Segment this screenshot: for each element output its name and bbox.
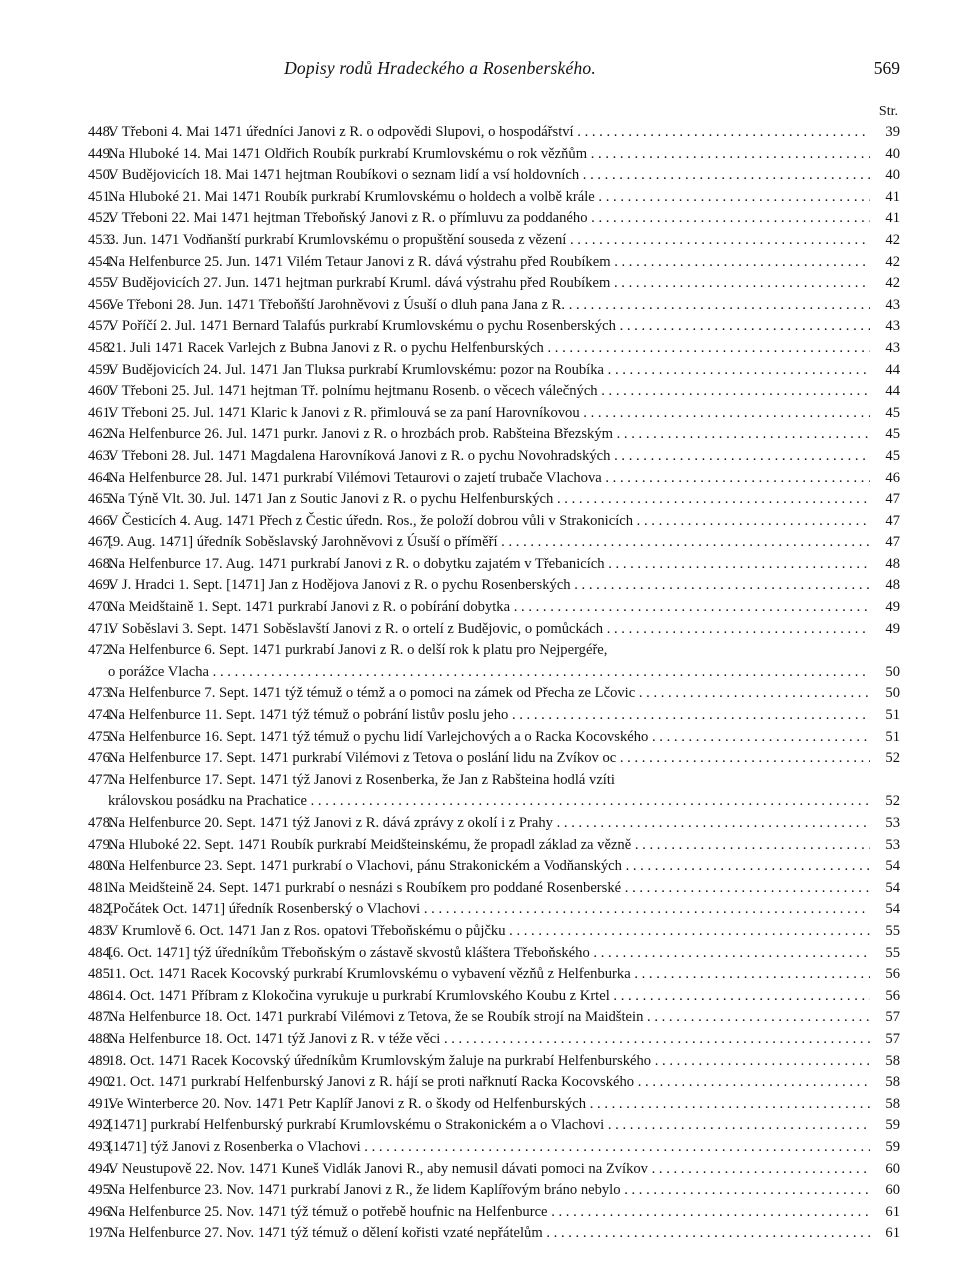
entry-number: 495. [88,1182,114,1199]
entry-text: 14. Oct. 1471 Příbram z Klokočina vyrukuje u purkrabí Krumlovského Koubu z Krtel . . . [108,986,870,1008]
entry-number: 472. [88,642,114,659]
entry-text: V Třeboni 25. Jul. 1471 hejtman Tř. polnímu hejtmanu Rosenb. o věcech válečných . . . [108,381,870,403]
entry-page-number: 41 [872,208,900,230]
entry-text: V Soběslavi 3. Sept. 1471 Soběslavští Janovi z R. o ortelí z Budějovic, o pomůckách . . . [108,619,870,641]
toc-entry-line [88,424,900,446]
entry-number: 466. [88,512,114,529]
entry-text: [Počátek Oct. 1471] úředník Rosenberský o Vlachovi . . . [108,899,870,921]
toc-entry [88,360,900,382]
entry-number: 459. [88,361,114,378]
entry-page-number: 54 [872,899,900,921]
entry-page-number: 40 [872,165,900,187]
toc-entry-line [88,856,900,878]
entry-text: V Budějovicích 18. Mai 1471 hejtman Roubíkovi o seznam lidí a vsí holdovních . . . [108,165,870,187]
entry-text: V Poříčí 2. Jul. 1471 Bernard Talafús purkrabí Krumlovskému o pychu Rosenberských . . . [108,316,870,338]
entry-number: 448. [88,124,114,140]
entry-number: 464. [88,469,114,486]
toc-entry [88,122,900,144]
toc-entry-line [88,727,900,749]
entry-page-number: 49 [872,597,900,619]
toc-entry [88,640,900,683]
toc-entry-line [88,446,900,468]
entry-text: Na Helfenburce 16. Sept. 1471 týž témuž o pychu lidí Varlejchových a o Racka Kocovského . . . [108,727,870,749]
toc-entry [88,770,900,813]
entry-number: 483. [88,922,114,939]
entry-text: královskou posádku na Prachatice . . . [108,791,870,813]
entry-page-number: 54 [872,856,900,878]
entry-number: 469. [88,577,114,594]
entry-number: 492. [88,1117,114,1134]
toc-entry [88,1137,900,1159]
toc-entry-line [88,381,900,403]
entry-text: Na Helfenburce 18. Oct. 1471 purkrabí Vilémovi z Tetova, že se Roubík strojí na Maidštein . . . [108,1007,870,1029]
toc-entry [88,208,900,230]
toc-entry [88,813,900,835]
entry-text: V Neustupově 22. Nov. 1471 Kuneš Vidlák Janovi R., aby nemusil dávati pomoci na Zvíkov . . . [108,1159,870,1181]
entry-page-number: 59 [872,1115,900,1137]
toc-entry [88,683,900,705]
toc-entry-line [88,511,900,533]
entry-page-number: 56 [872,986,900,1008]
entry-number: 454. [88,253,114,270]
toc-entry-line [88,899,900,921]
toc-entry-line [88,748,900,770]
entry-page-number: 47 [872,511,900,533]
entry-page-number: 48 [872,554,900,576]
toc-entry-line [88,619,900,641]
toc-entry-line [88,360,900,382]
entry-page-number: 58 [872,1051,900,1073]
entry-number: 477. [88,771,114,788]
toc-entry-line [88,705,900,727]
toc-entry-line [88,770,900,792]
entry-page-number: 45 [872,424,900,446]
toc-entry-line [88,597,900,619]
toc-entry [88,964,900,986]
toc-entry-line [88,122,900,144]
entry-text: Na Helfenburce 11. Sept. 1471 týž témuž o pobrání listův poslu jeho . . . [108,705,870,727]
toc-entry-line [88,640,900,662]
running-title: Dopisy rodů Hradeckého a Rosenberského. [284,58,596,78]
toc-entry-line [88,791,900,813]
entry-number: 463. [88,447,114,464]
entry-page-number: 57 [872,1007,900,1029]
entry-page-number: 41 [872,187,900,209]
toc-entry-line [88,1115,900,1137]
toc-entry [88,1072,900,1094]
entry-number: 484. [88,944,114,961]
entry-page-number: 53 [872,835,900,857]
toc-entry [88,165,900,187]
entry-page-number: 61 [872,1223,900,1245]
toc-entry-line [88,1029,900,1051]
toc-entry [88,619,900,641]
entry-text: Na Helfenburce 6. Sept. 1471 purkrabí Janovi z R. o delší rok k platu pro Nejpergéře, [108,642,608,659]
toc-entry [88,835,900,857]
entry-text: V Krumlově 6. Oct. 1471 Jan z Ros. opatovi Třeboňskému o půjčku . . . [108,921,870,943]
entry-text: [1471] purkrabí Helfenburský purkrabí Krumlovskému o Strakonickém a o Vlachovi . . . [108,1115,870,1137]
entry-page-number: 54 [872,878,900,900]
entry-text: [9. Aug. 1471] úředník Soběslavský Jarohněvovi z Úsuší o příměří . . . [108,532,870,554]
toc-entry [88,511,900,533]
entry-text: Na Meidšteině 24. Sept. 1471 purkrabí o nesnázi s Roubíkem pro poddané Rosenberské . . . [108,878,870,900]
toc-entry-line [88,554,900,576]
toc-entry-line [88,683,900,705]
entry-number: 467. [88,534,114,551]
entry-number: 456. [88,296,114,313]
entry-text: V Třeboni 28. Jul. 1471 Magdalena Harovníková Janovi z R. o pychu Novohradských . . . [108,446,870,468]
entry-number: 488. [88,1030,114,1047]
entry-page-number: 47 [872,489,900,511]
toc-entry [88,446,900,468]
entry-page-number: 45 [872,403,900,425]
toc-entry [88,273,900,295]
entry-number: 473. [88,685,114,702]
toc-entry [88,468,900,490]
entry-number: 491. [88,1095,114,1112]
entry-number: 490. [88,1074,114,1091]
toc-entry [88,424,900,446]
entry-page-number: 42 [872,230,900,252]
entry-page-number: 39 [872,122,900,144]
toc-entry [88,316,900,338]
entry-text: V Budějovicích 27. Jun. 1471 hejtman purkrabí Kruml. dává výstrahu před Roubíkem . . . [108,273,870,295]
entry-number: 480. [88,858,114,875]
entry-text: Na Hluboké 14. Mai 1471 Oldřich Roubík purkrabí Krumlovskému o rok vězňům . . . [108,144,870,166]
entry-number: 453. [88,231,114,248]
entry-page-number: 45 [872,446,900,468]
entry-text: Na Helfenburce 26. Jul. 1471 purkr. Janovi z R. o hrozbách prob. Rabšteina Březským . . . [108,424,870,446]
entry-page-number: 43 [872,316,900,338]
toc-entry [88,986,900,1008]
entry-page-number: 51 [872,705,900,727]
entry-text: 18. Oct. 1471 Racek Kocovský úředníkům Krumlovským žaluje na purkrabí Helfenburského . . . [108,1051,870,1073]
entry-page-number: 52 [872,791,900,813]
toc-entry [88,1094,900,1116]
entry-page-number: 59 [872,1137,900,1159]
entry-number: 489. [88,1052,114,1069]
entry-page-number: 50 [872,662,900,684]
entry-text: Na Helfenburce 20. Sept. 1471 týž Janovi z R. dává zprávy z okolí i z Prahy . . . [108,813,870,835]
entry-number: 474. [88,707,114,724]
entry-number: 478. [88,815,114,831]
entry-page-number: 44 [872,360,900,382]
entry-text: Na Helfenburce 7. Sept. 1471 týž témuž o témž a o pomoci na zámek od Přecha ze Lčovic . . . [108,683,870,705]
toc-entry [88,532,900,554]
toc-entry-line [88,813,900,835]
entry-text: 21. Oct. 1471 purkrabí Helfenburský Janovi z R. hájí se proti nařknutí Racka Kocovského . . . [108,1072,870,1094]
toc-entry-line [88,878,900,900]
table-of-contents [88,122,900,1245]
entry-text: Na Meidštaině 1. Sept. 1471 purkrabí Janovi z R. o pobírání dobytka . . . [108,597,870,619]
entry-text: Na Helfenburce 28. Jul. 1471 purkrabí Vilémovi Tetaurovi o zajetí trubače Vlachova . . . [108,468,870,490]
toc-entry-line [88,489,900,511]
toc-entry-line [88,662,900,684]
toc-entry [88,338,900,360]
toc-entry-line [88,575,900,597]
toc-entry-line [88,230,900,252]
entry-text: Na Helfenburce 18. Oct. 1471 týž Janovi z R. v téže věci . . . [108,1029,870,1051]
toc-entry-line [88,1094,900,1116]
toc-entry [88,1007,900,1029]
entry-text: [6. Oct. 1471] týž úředníkům Třeboňským o zástavě skvostů kláštera Třeboňského . . . [108,943,870,965]
entry-text: Na Hluboké 21. Mai 1471 Roubík purkrabí Krumlovskému o holdech a volbě krále . . . [108,187,870,209]
toc-entry-line [88,273,900,295]
toc-entry [88,187,900,209]
toc-entry [88,878,900,900]
entry-number: 479. [88,836,114,853]
entry-text: Ve Třeboni 28. Jun. 1471 Třeboňští Jarohněvovi z Úsuší o dluh pana Jana z R. . . . [108,295,870,317]
toc-entry [88,144,900,166]
entry-number: 481. [88,879,114,896]
toc-entry-line [88,835,900,857]
entry-text: Na Helfenburce 27. Nov. 1471 týž témuž o dělení kořisti vzaté nepřátelům . . . [108,1223,870,1245]
entry-text: Na Hluboké 22. Sept. 1471 Roubík purkrabí Meidšteinskému, že propadl základ za vězně . . . [108,835,870,857]
entry-text: V Česticích 4. Aug. 1471 Přech z Čestic úředn. Ros., že položí dobrou vůli v Strakonicích . . . [108,511,870,533]
entry-page-number: 47 [872,532,900,554]
toc-entry [88,943,900,965]
entry-number: 461. [88,404,114,421]
toc-entry [88,252,900,274]
entry-number: 197. [88,1225,114,1242]
toc-entry [88,1029,900,1051]
toc-entry [88,727,900,749]
entry-number: 486. [88,987,114,1004]
toc-entry-line [88,252,900,274]
entry-page-number: 56 [872,964,900,986]
entry-page-number: 43 [872,338,900,360]
toc-entry-line [88,403,900,425]
toc-entry [88,1051,900,1073]
page-number: 569 [873,58,900,78]
toc-entry [88,705,900,727]
toc-entry-line [88,1159,900,1181]
toc-entry [88,554,900,576]
page-column-heading: Str. [878,104,898,119]
entry-page-number: 42 [872,273,900,295]
toc-entry [88,1115,900,1137]
toc-entry-line [88,316,900,338]
entry-page-number: 40 [872,144,900,166]
entry-number: 494. [88,1160,114,1177]
entry-text: Na Helfenburce 23. Sept. 1471 purkrabí o Vlachovi, pánu Strakonickém a Vodňanských . . . [108,856,870,878]
toc-entry-line [88,1007,900,1029]
entry-number: 450. [88,167,114,184]
entry-number: 449. [88,145,114,162]
entry-text: V Třeboni 22. Mai 1471 hejtman Třeboňský Janovi z R. o přímluvu za poddaného . . . [108,208,870,230]
toc-entry [88,381,900,403]
entry-page-number: 58 [872,1072,900,1094]
toc-entry [88,597,900,619]
entry-page-number: 60 [872,1180,900,1202]
entry-text: [1471] týž Janovi z Rosenberka o Vlachovi . . . [108,1137,870,1159]
entry-text: Na Helfenburce 17. Sept. 1471 purkrabí Vilémovi z Tetova o poslání lidu na Zvíkov oc . . . [108,748,870,770]
entry-number: 493. [88,1138,114,1155]
entry-number: 455. [88,275,114,292]
toc-entry [88,856,900,878]
toc-entry-line [88,1180,900,1202]
entry-number: 470. [88,599,114,616]
entry-number: 496. [88,1203,114,1220]
entry-number: 451. [88,188,114,205]
entry-page-number: 60 [872,1159,900,1181]
toc-entry-line [88,165,900,187]
toc-entry-line [88,187,900,209]
toc-entry-line [88,468,900,490]
entry-page-number: 42 [872,252,900,274]
entry-text: Na Helfenburce 17. Aug. 1471 purkrabí Janovi z R. o dobytku zajatém v Třebanicích . . . [108,554,870,576]
toc-entry-line [88,986,900,1008]
toc-entry [88,230,900,252]
entry-number: 457. [88,318,114,335]
toc-entry [88,1202,900,1224]
entry-text: V Třeboni 4. Mai 1471 úředníci Janovi z R. o odpovědi Slupovi, o hospodářství . . . [108,122,870,144]
toc-entry [88,1223,900,1245]
entry-number: 468. [88,555,114,572]
entry-text: V Třeboni 25. Jul. 1471 Klaric k Janovi z R. přimlouvá se za paní Harovníkovou . . . [108,403,870,425]
toc-entry-line [88,1051,900,1073]
toc-entry-line [88,964,900,986]
toc-entry-line [88,338,900,360]
entry-page-number: 61 [872,1202,900,1224]
toc-entry-line [88,1137,900,1159]
toc-entry [88,575,900,597]
entry-number: 458. [88,339,114,356]
entry-number: 475. [88,728,114,745]
entry-page-number: 52 [872,748,900,770]
entry-number: 476. [88,750,114,767]
entry-page-number: 46 [872,468,900,490]
toc-entry [88,1180,900,1202]
entry-page-number: 57 [872,1029,900,1051]
entry-text: 3. Jun. 1471 Vodňanští purkrabí Krumlovskému o propuštění souseda z vězení . . . [108,230,870,252]
entry-text: Na Helfenburce 23. Nov. 1471 purkrabí Janovi z R., že lidem Kaplířovým bráno nebylo . . . [108,1180,870,1202]
entry-text: Ve Winterberce 20. Nov. 1471 Petr Kaplíř Janovi z R. o škody od Helfenburských . . . [108,1094,870,1116]
toc-entry-line [88,1223,900,1245]
toc-entry [88,748,900,770]
entry-page-number: 51 [872,727,900,749]
toc-entry [88,1159,900,1181]
entry-page-number: 55 [872,943,900,965]
entry-page-number: 43 [872,295,900,317]
toc-entry-line [88,532,900,554]
entry-page-number: 44 [872,381,900,403]
entry-number: 485. [88,966,114,983]
toc-entry-line [88,921,900,943]
entry-page-number: 58 [872,1094,900,1116]
entry-number: 460. [88,383,114,400]
entry-number: 487. [88,1009,114,1026]
entry-number: 471. [88,620,114,637]
toc-entry [88,295,900,317]
entry-text: Na Týně Vlt. 30. Jul. 1471 Jan z Soutic Janovi z R. o pychu Helfenburských . . . [108,489,870,511]
entry-page-number: 55 [872,921,900,943]
entry-page-number: 53 [872,813,900,835]
entry-page-number: 48 [872,575,900,597]
entry-number: 452. [88,210,114,227]
entry-text: 21. Juli 1471 Racek Varlejch z Bubna Janovi z R. o pychu Helfenburských . . . [108,338,870,360]
entry-text: V Budějovicích 24. Jul. 1471 Jan Tluksa purkrabí Krumlovskému: pozor na Roubíka . . . [108,360,870,382]
entry-page-number: 50 [872,683,900,705]
entry-text: V J. Hradci 1. Sept. [1471] Jan z Hodějova Janovi z R. o pychu Rosenberských . . . [108,575,870,597]
toc-entry [88,489,900,511]
toc-entry-line [88,295,900,317]
toc-entry-line [88,943,900,965]
entry-page-number: 49 [872,619,900,641]
toc-entry [88,899,900,921]
toc-entry-line [88,1072,900,1094]
entry-text: 11. Oct. 1471 Racek Kocovský purkrabí Krumlovskému o vybavení vězňů z Helfenburka . . . [108,964,870,986]
entry-text: Na Helfenburce 25. Nov. 1471 týž témuž o potřebě houfnic na Helfenburce . . . [108,1202,870,1224]
toc-entry-line [88,1202,900,1224]
entry-text: Na Helfenburce 17. Sept. 1471 týž Janovi z Rosenberka, že Jan z Rabšteina hodlá vzíti [108,771,615,788]
toc-entry [88,403,900,425]
entry-number: 482. [88,901,114,918]
toc-entry [88,921,900,943]
toc-entry-line [88,208,900,230]
entry-number: 465. [88,491,114,508]
entry-text: Na Helfenburce 25. Jun. 1471 Vilém Tetaur Janovi z R. dává výstrahu před Roubíkem . . . [108,252,870,274]
entry-text: o porážce Vlacha . . . [108,662,870,684]
toc-entry-line [88,144,900,166]
entry-number: 462. [88,426,114,443]
